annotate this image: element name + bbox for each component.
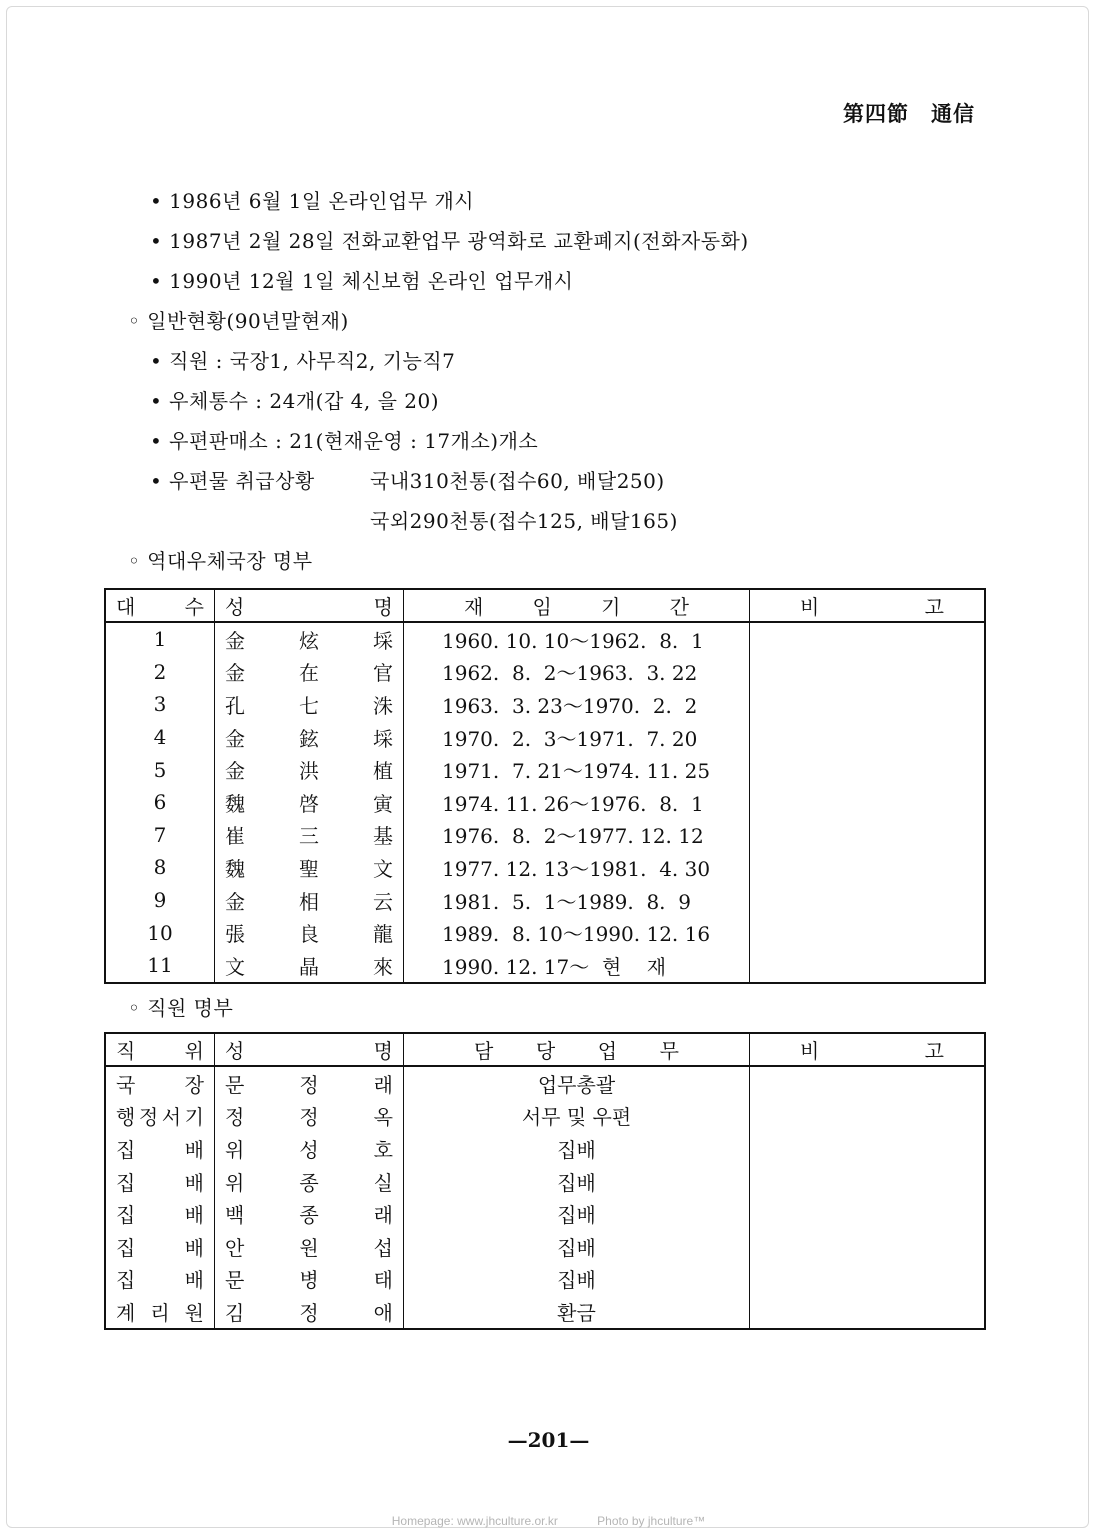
char: 수 [184,595,204,619]
person-name [225,1232,393,1261]
term-number: 9 [105,884,215,917]
term-text: 1963. 3. 23～1970. 2. 2 [442,693,698,718]
name-char: 金 [225,628,245,653]
header-cell [105,1033,215,1066]
person-name [225,690,393,719]
term-period [404,851,750,884]
char: 비 [800,1039,820,1063]
term-period [404,622,750,656]
table-row [105,1197,985,1230]
name-char: 위 [225,1137,245,1162]
name-char: 啓 [299,791,319,816]
staff-name-cell [215,1066,404,1100]
director-name-cell [215,916,404,949]
name-char: 龍 [373,922,393,947]
position-text [116,1069,204,1098]
duty-cell: 업무총괄 [404,1066,750,1100]
char: 배 [184,1170,204,1195]
char: 집 [116,1235,136,1260]
term-number: 11 [105,949,215,983]
staff-name-cell [215,1230,404,1263]
name-char: 埰 [373,726,393,751]
term-number: 6 [105,786,215,819]
name-char: 在 [299,661,319,686]
person-name [225,625,393,654]
char: 담 [474,1039,494,1063]
staff-table-header [105,1033,985,1066]
table-row [105,819,985,852]
homepage-credit: Homepage: www.jhculture.or.kr [391,1514,558,1528]
name-char: 來 [373,954,393,979]
remark-cell [750,916,986,949]
person-name [225,657,393,686]
position-text [116,1297,204,1326]
name-char: 基 [373,824,393,849]
person-name [225,1264,393,1293]
remark-cell [750,1230,986,1263]
header-cell [404,1033,750,1066]
char: 무 [659,1039,679,1063]
directors-table-header [105,589,985,622]
term-text: 1974. 11. 26～1976. 8. 1 [442,791,704,816]
char: 재 [464,595,484,619]
position-text [116,1167,204,1196]
director-name-cell [215,656,404,689]
term-number: 1 [105,622,215,656]
term-text: 1962. 8. 2～1963. 3. 22 [442,661,698,686]
term-number: 2 [105,656,215,689]
term-number: 7 [105,819,215,852]
position-cell [105,1066,215,1100]
table-row [105,1295,985,1329]
term-period [404,819,750,852]
name-char: 金 [225,889,245,914]
name-char: 魏 [225,791,245,816]
mail-foreign: 국외290천통(접수125, 배달165) [370,509,678,533]
person-name [225,1167,393,1196]
header-cell [404,589,750,622]
term-period [404,753,750,786]
name-char: 金 [225,726,245,751]
name-char: 良 [299,922,319,947]
name-char: 실 [373,1170,393,1195]
name-char: 鉉 [299,726,319,751]
table-row [105,786,985,819]
name-char: 炫 [299,628,319,653]
directors-table [104,588,986,984]
director-name-cell [215,851,404,884]
name-char: 병 [299,1268,319,1293]
position-cell [105,1132,215,1165]
position-text [116,1264,204,1293]
director-name-cell [215,884,404,917]
name-char: 정 [299,1300,319,1325]
position-text [116,1101,204,1130]
director-name-cell [215,949,404,983]
person-name [225,918,393,947]
header-duty [414,1035,739,1064]
char: 성 [225,595,245,619]
name-char: 金 [225,661,245,686]
person-name [225,1199,393,1228]
table-row [105,916,985,949]
char: 서 [161,1105,182,1130]
general-heading: ◦ 일반현황(90년말현재) [128,309,349,333]
staff-name-cell [215,1165,404,1198]
char: 행 [116,1105,136,1130]
history-item-2: • 1987년 2월 28일 전화교환업무 광역화로 교환폐지(전화자동화) [150,229,749,253]
position-cell [105,1230,215,1263]
person-name [225,951,393,980]
term-text: 1960. 10. 10～1962. 8. 1 [442,628,704,653]
name-char: 정 [299,1105,319,1130]
remark-cell [750,949,986,983]
header-cell [750,589,986,622]
name-char: 張 [225,922,245,947]
header-cell [750,1033,986,1066]
position-cell [105,1100,215,1133]
term-text: 1977. 12. 13～1981. 4. 30 [442,856,711,881]
person-name [225,1069,393,1098]
person-name [225,755,393,784]
char: 정 [138,1105,159,1130]
char: 명 [373,595,393,619]
char: 배 [184,1235,204,1260]
mail-domestic: 국내310천통(접수60, 배달250) [370,469,665,493]
remark-cell [750,622,986,656]
person-name [225,788,393,817]
photo-credit: Photo by jhculture™ [597,1514,706,1528]
table-row [105,656,985,689]
remark-cell [750,753,986,786]
name-char: 종 [299,1170,319,1195]
name-char: 文 [373,856,393,881]
char: 업 [597,1039,618,1063]
staff-name-cell [215,1295,404,1329]
term-period [404,916,750,949]
position-cell [105,1263,215,1296]
staff-name-cell [215,1197,404,1230]
name-char: 문 [225,1268,245,1293]
staff-name-cell [215,1100,404,1133]
page-number: —201— [507,1428,590,1452]
char: 집 [116,1170,136,1195]
remark-cell [750,1197,986,1230]
name-char: 문 [225,1072,245,1097]
director-name-cell [215,819,404,852]
person-name [225,853,393,882]
table-row [105,1165,985,1198]
term-period [404,786,750,819]
table-row [105,949,985,983]
name-char: 옥 [373,1105,393,1130]
duty-cell: 집배 [404,1197,750,1230]
name-char: 성 [299,1137,319,1162]
header-position [116,1035,204,1064]
term-number: 4 [105,721,215,754]
name-char: 洙 [373,693,393,718]
name-char: 위 [225,1170,245,1195]
term-number: 10 [105,916,215,949]
person-name [225,820,393,849]
table-row [105,1066,985,1100]
section-header: 第四節 通信 [843,101,975,126]
name-char: 종 [299,1203,319,1228]
director-name-cell [215,721,404,754]
char: 배 [184,1203,204,1228]
term-period [404,949,750,983]
position-cell [105,1197,215,1230]
char: 비 [800,595,820,619]
name-char: 김 [225,1300,245,1325]
char: 고 [924,1039,944,1063]
name-char: 金 [225,759,245,784]
duty-cell: 환금 [404,1295,750,1329]
director-name-cell [215,622,404,656]
remark-cell [750,819,986,852]
name-char: 안 [225,1235,245,1260]
header-cell [215,1033,404,1066]
char: 임 [532,595,552,619]
name-char: 魏 [225,856,245,881]
duty-cell: 서무 및 우편 [404,1100,750,1133]
char: 집 [116,1137,136,1162]
name-char: 호 [373,1137,393,1162]
name-char: 태 [373,1268,393,1293]
name-char: 백 [225,1203,245,1228]
term-period [404,656,750,689]
term-period [404,721,750,754]
history-item-3: • 1990년 12월 1일 체신보험 온라인 업무개시 [150,269,574,293]
position-text [116,1199,204,1228]
char: 명 [373,1039,393,1063]
general-item-sales: • 우편판매소 : 21(현재운영 : 17개소)개소 [150,429,539,453]
name-char: 孔 [225,693,245,718]
director-name-cell [215,688,404,721]
char: 기 [601,595,621,619]
mail-label: • 우편물 취급상황 [150,469,315,493]
header-name [225,591,393,620]
char: 계 [116,1300,136,1325]
header-no [116,591,204,620]
duty-cell: 집배 [404,1165,750,1198]
header-name [225,1035,393,1064]
term-number: 5 [105,753,215,786]
name-char: 래 [373,1203,393,1228]
person-name [225,1101,393,1130]
remark-cell [750,1066,986,1100]
position-cell [105,1165,215,1198]
char: 성 [225,1039,245,1063]
header-remark [760,1035,974,1064]
remark-cell [750,656,986,689]
staff-name-cell [215,1132,404,1165]
person-name [225,886,393,915]
name-char: 섭 [373,1235,393,1260]
table-row [105,721,985,754]
table-row [105,1100,985,1133]
char: 국 [116,1072,136,1097]
char: 직 [116,1039,136,1063]
term-period [404,688,750,721]
position-text [116,1232,204,1261]
char: 당 [535,1039,556,1063]
remark-cell [750,688,986,721]
header-remark [760,591,974,620]
name-char: 洪 [299,759,319,784]
term-text: 1970. 2. 3～1971. 7. 20 [442,726,698,751]
name-char: 정 [299,1072,319,1097]
char: 장 [184,1072,204,1097]
person-name [225,723,393,752]
name-char: 相 [299,889,319,914]
remark-cell [750,721,986,754]
photo-credits [0,1514,1097,1528]
term-text: 1976. 8. 2～1977. 12. 12 [442,824,704,849]
staff-table [104,1032,986,1330]
name-char: 애 [373,1300,393,1325]
table-row [105,688,985,721]
table-row [105,1263,985,1296]
table-row [105,622,985,656]
char: 리 [150,1300,170,1325]
remark-cell [750,851,986,884]
general-item-staff: • 직원 : 국장1, 사무직2, 기능직7 [150,349,456,373]
remark-cell [750,1132,986,1165]
remark-cell [750,1100,986,1133]
term-number: 3 [105,688,215,721]
staff-heading: ◦ 직원 명부 [128,996,234,1020]
director-name-cell [215,786,404,819]
char: 배 [184,1137,204,1162]
char: 기 [184,1105,204,1130]
duty-cell: 집배 [404,1230,750,1263]
remark-cell [750,1263,986,1296]
name-char: 晶 [299,954,319,979]
term-text: 1981. 5. 1～1989. 8. 9 [442,889,691,914]
header-cell [105,589,215,622]
name-char: 崔 [225,824,245,849]
char: 집 [116,1203,136,1228]
person-name [225,1297,393,1326]
term-text: 1990. 12. 17～ 현 재 [442,954,667,979]
char: 원 [184,1300,204,1325]
position-text [116,1134,204,1163]
table-row [105,884,985,917]
char: 간 [669,595,689,619]
char: 배 [184,1268,204,1293]
name-char: 植 [373,759,393,784]
remark-cell [750,1165,986,1198]
term-text: 1989. 8. 10～1990. 12. 16 [442,922,711,947]
general-item-postbox: • 우체통수 : 24개(갑 4, 을 20) [150,389,440,413]
char: 위 [184,1039,204,1063]
name-char: 聖 [299,856,319,881]
table-row [105,753,985,786]
name-char: 三 [299,824,319,849]
term-period [404,884,750,917]
remark-cell [750,1295,986,1329]
remark-cell [750,884,986,917]
staff-name-cell [215,1263,404,1296]
director-name-cell [215,753,404,786]
directors-heading: ◦ 역대우체국장 명부 [128,549,313,573]
name-char: 云 [373,889,393,914]
term-number: 8 [105,851,215,884]
char: 고 [924,595,944,619]
name-char: 정 [225,1105,245,1130]
name-char: 七 [299,693,319,718]
name-char: 埰 [373,628,393,653]
header-cell [215,589,404,622]
name-char: 文 [225,954,245,979]
char: 집 [116,1268,136,1293]
name-char: 원 [299,1235,319,1260]
header-term [414,591,739,620]
remark-cell [750,786,986,819]
name-char: 官 [373,661,393,686]
table-row [105,851,985,884]
duty-cell: 집배 [404,1132,750,1165]
history-item-1: • 1986년 6월 1일 온라인업무 개시 [150,189,475,213]
person-name [225,1134,393,1163]
duty-cell: 집배 [404,1263,750,1296]
position-cell [105,1295,215,1329]
table-row [105,1230,985,1263]
name-char: 寅 [373,791,393,816]
name-char: 래 [373,1072,393,1097]
term-text: 1971. 7. 21～1974. 11. 25 [442,759,711,784]
char: 대 [116,595,136,619]
table-row [105,1132,985,1165]
